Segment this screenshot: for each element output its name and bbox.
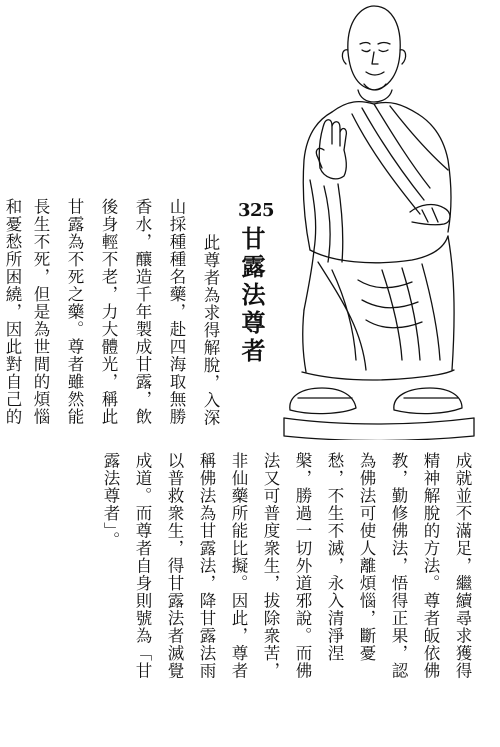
text-column: 甘露為不死之藥。尊者雖然能: [65, 198, 84, 426]
text-column: 非仙藥所能比擬。因此，尊者: [229, 452, 248, 680]
text-column: 成就並不滿足，繼續尋求獲得: [453, 452, 472, 680]
text-column: 愁，不生不滅，永入清淨涅: [325, 452, 344, 662]
text-column: 長生不死，但是為世間的煩惱: [31, 198, 50, 426]
text-column: 精神解脫的方法。尊者皈依佛: [421, 452, 440, 680]
entry-title: 甘露法尊者: [237, 226, 266, 366]
text-column: 成道。而尊者自身則號為「甘: [133, 452, 152, 680]
text-column: 露法尊者」。: [101, 452, 120, 549]
text-column: 後身輕不老，力大體光，稱此: [99, 198, 118, 426]
text-column: 槃，勝過一切外道邪說。而佛: [293, 452, 312, 680]
text-column: 法又可普度衆生，拔除衆苦，: [261, 452, 280, 680]
text-column: 教，勤修佛法，悟得正果，認: [389, 452, 408, 680]
text-column: 山採種種名藥，赴四海取無勝: [167, 198, 186, 426]
seated-arhat-illustration: [262, 0, 480, 440]
text-column: 以普救衆生，得甘露法者滅覺: [165, 452, 184, 680]
text-column: 和憂愁所困繞，因此對自己的: [3, 198, 22, 426]
entry-number: 325: [238, 200, 275, 221]
text-column: 此尊者為求得解脫，入深: [201, 234, 220, 427]
text-column: 香水，釀造千年製成甘露，飲: [133, 198, 152, 426]
text-column: 為佛法可使人離煩惱，斷憂: [357, 452, 376, 662]
text-column: 稱佛法為甘露法，降甘露法雨: [197, 452, 216, 680]
